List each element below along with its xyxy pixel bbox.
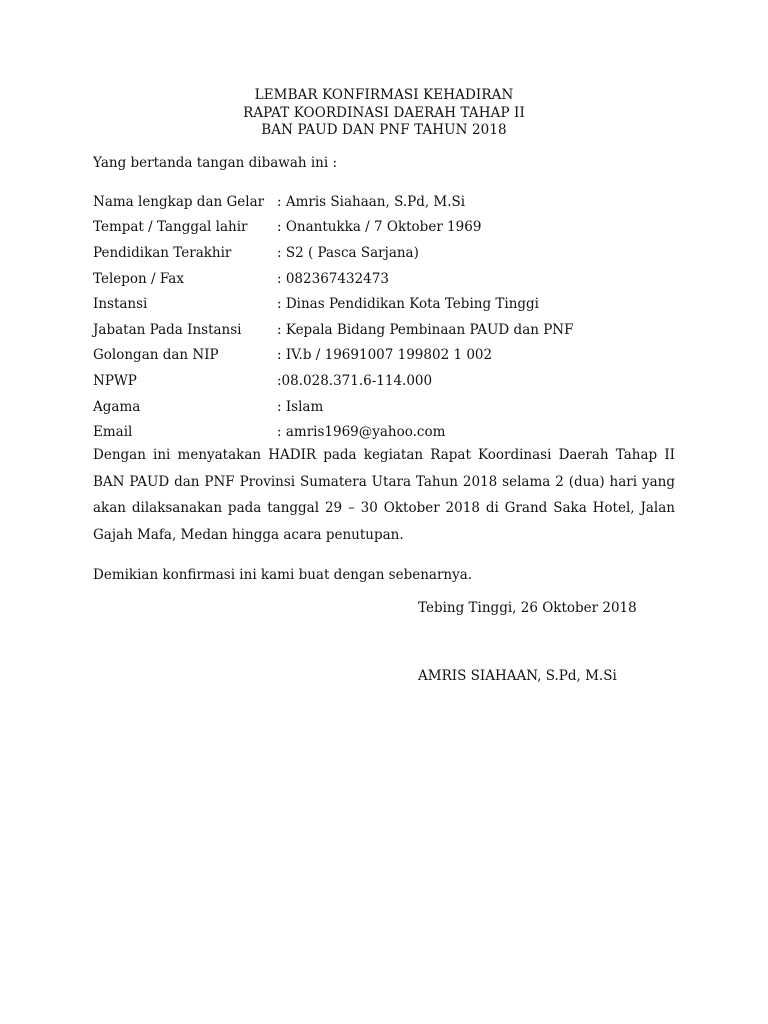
document-title [0,87,768,140]
field-row-phone [93,266,693,292]
field-value: : S2 ( Pasca Sarjana) [277,244,419,261]
field-label: Agama [93,398,141,415]
field-row-religion [93,394,693,420]
field-label: Tempat / Tanggal lahir [93,219,248,236]
field-row-npwp [93,368,693,394]
field-label: Nama lengkap dan Gelar [93,193,265,210]
field-value: : Onantukka / 7 Oktober 1969 [277,219,482,236]
field-label: Instansi [93,296,148,313]
field-row-education [93,240,693,266]
field-value: : IV.b / 19691007 199802 1 002 [277,347,493,364]
field-value: : Amris Siahaan, S.Pd, M.Si [277,193,466,210]
signatory-name: AMRIS SIAHAAN, S.Pd, M.Si [418,668,617,684]
field-value: : Dinas Pendidikan Kota Tebing Tinggi [277,296,540,313]
field-label: Telepon / Fax [93,270,184,287]
field-row-name [93,189,693,215]
field-value: : amris1969@yahoo.com [277,424,446,441]
field-label: Pendidikan Terakhir [93,244,232,261]
field-value: : Islam [277,398,324,415]
field-value: : Kepala Bidang Pembinaan PAUD dan PNF [277,321,574,338]
field-row-position [93,317,693,343]
title-line-1: LEMBAR KONFIRMASI KEHADIRAN [254,87,514,103]
title-line-2: RAPAT KOORDINASI DAERAH TAHAP II [243,104,525,121]
closing-text: Demikian konfirmasi ini kami buat dengan sebenarnya. [93,567,473,583]
field-label: Golongan dan NIP [93,347,219,364]
intro-text: Yang bertanda tangan dibawah ini : [93,155,338,171]
place-date: Tebing Tinggi, 26 Oktober 2018 [418,600,637,616]
field-value: : 082367432473 [277,270,389,287]
field-label: Email [93,424,133,441]
field-row-rank-nip [93,343,693,369]
title-line-3: BAN PAUD DAN PNF TAHUN 2018 [261,122,507,138]
field-label: NPWP [93,372,137,389]
field-label: Jabatan Pada Instansi [93,321,242,338]
field-value: :08.028.371.6-114.000 [277,372,433,389]
field-row-birth [93,215,693,241]
attendance-statement: Dengan ini menyatakan HADIR pada kegiatan Rapat Koordinasi Daerah Tahap II BAN PAUD dan PNF Provinsi Sumatera Utara Tahun 2018 selama 2 (dua) hari yang akan dilaksanakan pada tanggal 29 – 30 Oktober 2018 di Grand Saka Hotel, Jalan Gajah Mafa, Medan hingga acara penutupan. [93,447,675,543]
identity-fields [93,189,693,445]
field-row-institution [93,291,693,317]
